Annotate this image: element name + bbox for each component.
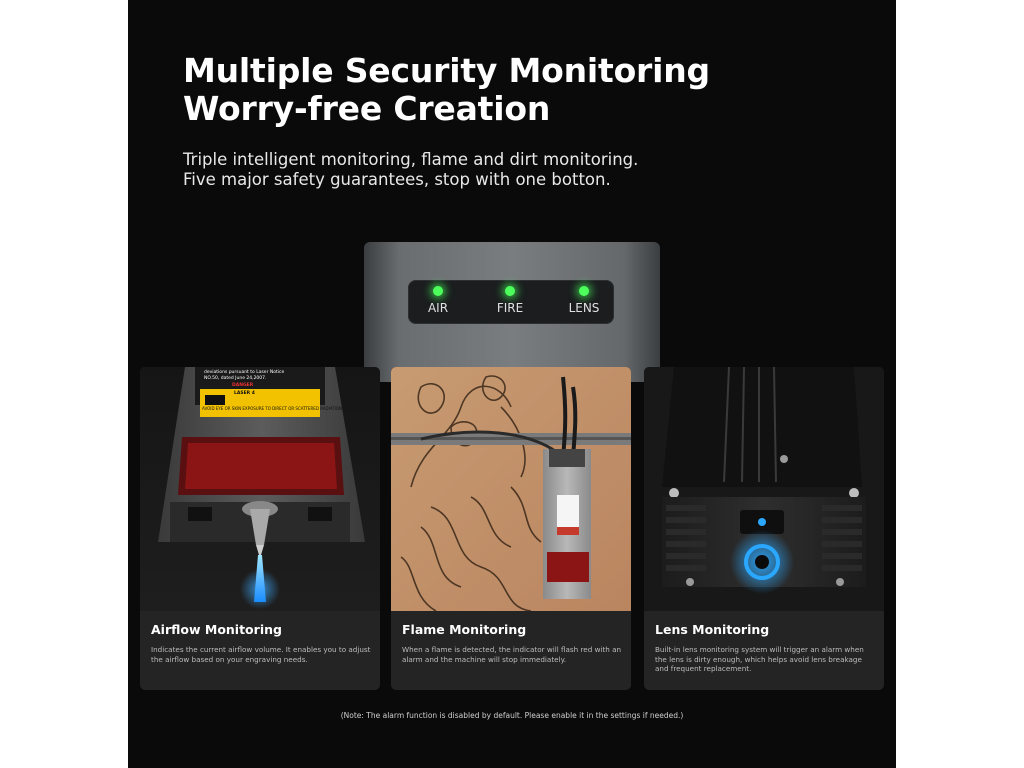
airflow-image — [140, 367, 380, 611]
headline — [183, 52, 710, 128]
card-title-flame: Flame Monitoring — [402, 622, 527, 637]
air-led-icon — [433, 286, 443, 296]
indicator-label-air: AIR — [427, 301, 449, 315]
lens-image — [644, 367, 884, 611]
subheading — [183, 150, 638, 190]
indicator-label-lens: LENS — [568, 301, 600, 315]
footnote: (Note: The alarm function is disabled by default. Please enable it in the settings if needed.) — [340, 711, 684, 720]
subheading-line-2: Five major safety guarantees, stop with one botton. — [183, 170, 611, 189]
card-title-airflow: Airflow Monitoring — [151, 622, 282, 637]
headline-line-1: Multiple Security Monitoring — [183, 51, 710, 90]
laser-module-top-panel — [364, 242, 660, 382]
label-text-2: NO.50, dated June 24,2007. — [204, 376, 267, 381]
card-desc-lens: Built-in lens monitoring system will trigger an alarm when the lens is dirty enough, which helps avoid lens breakage and frequent replacement. — [655, 645, 864, 673]
feature-card-lens — [644, 367, 884, 690]
label-laser: LASER 4 — [234, 391, 255, 396]
fire-led-icon — [505, 286, 515, 296]
label-text-1: deviations pursuant to Laser Notice — [204, 370, 285, 375]
indicator-air — [408, 286, 468, 315]
card-desc-flame: When a flame is detected, the indicator will flash red with an alarm and the machine will stop immediately. — [402, 645, 622, 664]
feature-card-airflow — [140, 367, 380, 690]
headline-line-2: Worry-free Creation — [183, 89, 551, 128]
indicator-lens — [554, 286, 614, 315]
indicator-fire — [480, 286, 540, 315]
card-title-lens: Lens Monitoring — [655, 622, 770, 637]
feature-card-flame — [391, 367, 631, 690]
product-banner — [128, 0, 896, 768]
indicator-panel — [408, 280, 614, 324]
card-desc-airflow: Indicates the current airflow volume. It enables you to adjust the airflow based on your engraving needs. — [151, 645, 371, 664]
indicator-label-fire: FIRE — [496, 301, 524, 315]
subheading-line-1: Triple intelligent monitoring, flame and dirt monitoring. — [183, 150, 639, 169]
lens-led-icon — [579, 286, 589, 296]
label-danger: DANGER — [232, 383, 254, 388]
flame-image — [391, 367, 631, 611]
label-warning: AVOID EYE OR SKIN EXPOSURE TO DIRECT OR SCATTERED RADIATION — [202, 406, 342, 411]
